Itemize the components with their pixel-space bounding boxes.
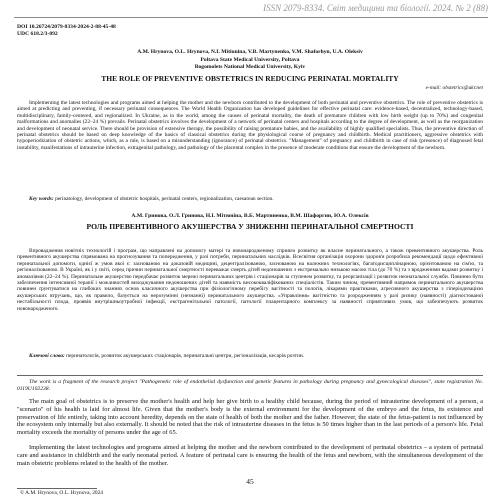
author-email[interactable]: e-mail: obstetrics@ukr.net (425, 85, 483, 91)
copyright-line: © A.M. Hrynova, O.L. Hrynova, 2024 (20, 490, 103, 496)
abstract-en: Implementing the latest technologies and programs aimed at helping the mother and the newborn contributed to the development of both perinatal and preventive obstetrics. The role of preventive obstetrics is aimed at predicting and preventing, if necessary perinatal consequences. The World Health Organization has developed guidelines for effective perinatal care: evidence-based, decentralized, technology-based, multidisciplinary, family-centered, and regionalized. In Ukraine, as in the world, among the causes of perinatal mortality, the death of premature children with low birth weight (up to 70%) and congenital malformations and anomalies (22–24 %) prevails. Perinatal obstetrics involves the development of a network of perinatal centers and hospitals according to the degree of development, as well as the reorganization and development of neonatal service. There should be provision of extensive therapy, the possibility of raising premature babies, and the availability of highly qualified specialists. Thus, the preventive direction of perinatal obstetrics should be based on deep knowledge of the basics of classical obstetrics during the physiological course of pregnancy and childbirth. Medical practitioners, aggressive obstetrics with hypoperiodization of obstetric actions, which, as a rule, is based on a misunderstanding (ignorance) of perinatal obstetrics. "Management" of pregnancy and childbirth in case of risk (presence) of diagnosed fetal instability, manifestations of intrauterine infection, extragenital pathology, and pathology of the placental complex in the presence of moderate conditions that ensure the development of the newborn. (17, 100, 483, 151)
doi-block (17, 24, 116, 38)
affiliations-en: Poltava State Medical University, Poltava Bogomolets National Medical University, Kyiv (194, 57, 306, 70)
body-paragraph-1: The main goal of obstetrics is to preserve the mother's health and help her give birth to a healthy child because, during the period of intrauterine development of a person, a "scenario" of his health is laid for almost life. Given that the mother's body is the external environment for the development of the embryo and the fetus, its existence and preservation of life entirely, taking into account heredity, depends on the state of health of both the mother and the father. However, the state of the fetus-patient is not influenced by the ecosystem only internally but also externally. It should be noted that the risk of intrauterine diseases in the fetus is 50 times higher than in the last periods of a person's life. Fetal mortality exceeds the mortality of persons under the age of 65. (17, 398, 483, 437)
abstract-ua: Впровадження новітніх технологій і програм, що направлені на допомогу матері та новонародженому сприяло розвитку як власне перинатального, а також превентивного акушерства. Роль превентивного акушерства спрямована на прогнозування та попередження, у разі потреби, перинатальних наслідків. Всесвітня організація охорони здоров'я розробила рекомендації щодо ефективної перинатальної допомоги, однієї ж умов якої є: заснованою на доказовій медицині, децентралізованою, заснованою на належних технологіях, багатодисциплінарною, орієнтованою на сім'ю, та регіоналізованою. В Україні, як і у світі, серед причин перинатальної смертності переважає смерть дітей недоношених з екстремально низькою масою тіла (до 70 %) та з вродженими вадами розвитку і аномаліями (22–24 %). Перинатальне акушерство передбачає розвиток мережі перинатальних центрів і стаціонарів за ступенем розвитку, та реорганізації і розвиток неонатальної служби. Повинно бути забезпечення інтенсивної терапії і можливостей виходжування недоношених дітей та наявність висококваліфікованих спеціалістів. Таким чином, превентивний напрямок перинатального акушерства повинен ґрунтуватися на глибоких знаннях основ класичного акушерства при фізіологічному перебігу вагітності та пологів, лікарями практиками, агресивного акушерства з гіперіодизацією акушерських втручань, що, як правило, базується на нерозумінні (незнанні) перинатального акушерства. «Управління» вагітністю та розродженням у разі ризику (наявності) діагностованої нестабільності плода, проявів внутрішньоутробної інфекції, екстрагенітальної патології, патології плацентарного комплексу за наявності сприятливих умов, що забезпечують розвиток новонародженого. (17, 248, 483, 312)
doi-line[interactable]: DOI 10.26724/2079-8334-2024-2-88-45-48 (17, 24, 116, 30)
research-project-note: The work is a fragment of the research project "Pathogenetic role of endothelial dysfunction and genetic features in pathology during pregnancy and gynecological diseases", state registration No. 0119U102238. (17, 379, 483, 392)
article-title-ua: РОЛЬ ПРЕВЕНТИВНОГО АКУШЕРСТВА У ЗНИЖЕННІ ПЕРИНАТАЛЬНОЇ СМЕРТНОСТІ (86, 222, 414, 231)
keywords-ua-text: перинатологія, розвиток акушерських стаціонарів, перинатальні центри, регіоналізація, кесарів розтин. (66, 353, 305, 359)
footer-rule (17, 488, 97, 489)
keywords-ua (17, 353, 483, 359)
page-number: 45 (246, 477, 254, 486)
section-divider (17, 375, 483, 376)
journal-issn-header: ISSN 2079-8334. Світ медицини та біології. 2024. № 2 (88) (263, 3, 488, 13)
authors-en: A.M. Hrynova, O.L. Hrynova, N.I. Mitiunina, V.B. Martynenko, V.M. Shaforhyn, U.A. Oleksiv (137, 49, 363, 55)
keywords-ua-label: Ключові слова: (29, 353, 65, 359)
udc-line: UDC 618.2/3-092 (17, 31, 58, 37)
keywords-en (17, 196, 483, 202)
article-title-en: THE ROLE OF PREVENTIVE OBSTETRICS IN REDUCING PERINATAL MORTALITY (101, 74, 399, 83)
body-paragraph-2: Implementing the latest technologies and programs aimed at helping the mother and the newborn contributed to the development of perinatal obstetrics – a system of perinatal care and assistance in childbirth and the early neonatal period. A feature of perinatal care is ensuring the health of the fetus and newborn, with the simultaneous development of the main obstetric problems related to the health of the mother. (17, 444, 483, 467)
authors-ua: А.М. Гринова, О.Л. Гринова, Н.І. Мітюніна, В.Б. Мартиненко, В.М. Шафоргин, Ю.А. Олексів (131, 213, 369, 219)
keywords-en-label: Key words: (29, 196, 54, 202)
header-rule (14, 17, 488, 18)
keywords-en-text: perinatology, development of obstetric hospitals, perinatal centers, regionalization, caesarean section. (55, 196, 274, 202)
